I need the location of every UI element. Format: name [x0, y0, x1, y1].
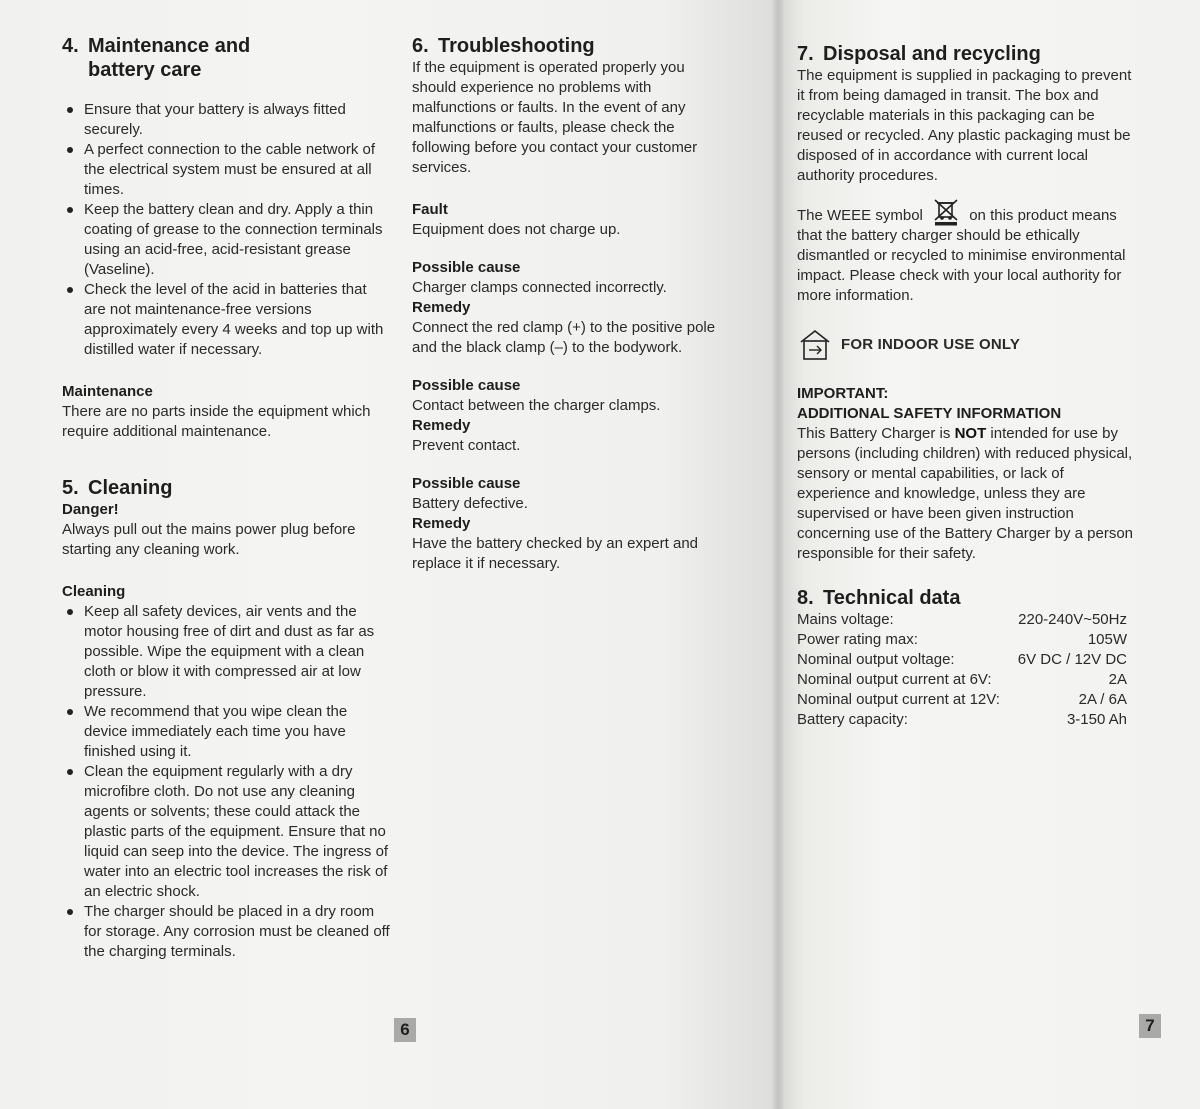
- safety-text: [797, 424, 1137, 564]
- page-fold: [772, 0, 784, 1109]
- house-indoor-icon: [797, 328, 833, 362]
- section-title: Cleaning: [88, 477, 173, 499]
- tech-label: Power rating max:: [797, 631, 918, 648]
- column-right: [797, 42, 1137, 730]
- technical-data-table: [797, 610, 1127, 730]
- tech-label: Mains voltage:: [797, 611, 894, 628]
- tech-value: 3-150 Ah: [1066, 711, 1127, 728]
- tech-value: 2A / 6A: [1078, 691, 1127, 708]
- safety-text-after: intended for use by persons (including children) with reduced physical, sensory or mental capabilities, or lack of experience and knowledge, unless they are supervised or have been given instruction concerning use of the Battery Charger by a person responsible for their safety.: [797, 425, 1134, 562]
- section-7-heading: [797, 42, 1137, 66]
- section-number: 5.: [62, 477, 79, 499]
- list-item: Ensure that your battery is always fitted securely.: [62, 100, 392, 140]
- column-left: [62, 34, 392, 962]
- section-number: 8.: [797, 587, 814, 609]
- remedy-text: Have the battery checked by an expert and replace it if necessary.: [412, 535, 699, 572]
- disposal-text: The equipment is supplied in packaging to prevent it from being damaged in transit. The box and recyclable materials in this packaging can be reused or recycled. Any plastic packaging must be disposed of in accordance with current local authority procedures.: [797, 67, 1132, 184]
- weee-text-after: on this product means that the battery charger should be ethically dismantled or recycled to minimise environmental impact. Please check with your local authority for more information.: [797, 207, 1126, 304]
- section-5-heading: [62, 476, 392, 500]
- tech-label: Nominal output current at 6V:: [797, 671, 992, 688]
- section-title: Troubleshooting: [438, 35, 595, 57]
- section-8-heading: [797, 586, 1137, 610]
- table-row: [797, 650, 1127, 670]
- section-title-line1: Maintenance and: [88, 35, 251, 57]
- maintenance-heading: Maintenance: [62, 383, 153, 400]
- tech-value: 220-240V~50Hz: [1018, 611, 1127, 628]
- section-title: Technical data: [823, 587, 961, 609]
- cause-heading: Possible cause: [412, 475, 521, 492]
- maintenance-bullet-list: [62, 100, 392, 360]
- maintenance-text: There are no parts inside the equipment which require additional maintenance.: [62, 403, 371, 440]
- remedy-heading: Remedy: [412, 515, 471, 532]
- tech-label: Nominal output voltage:: [797, 651, 955, 668]
- list-item: Keep the battery clean and dry. Apply a thin coating of grease to the connection terminals using an acid-free, acid-resistant grease (Vaseline).: [62, 200, 392, 280]
- page-number-right: 7: [1139, 1014, 1161, 1038]
- list-item: Check the level of the acid in batteries that are not maintenance-free versions approximately every 4 weeks and top up with distilled water if necessary.: [62, 280, 392, 360]
- table-row: [797, 690, 1127, 710]
- table-row: [797, 670, 1127, 690]
- fault-heading: Fault: [412, 201, 448, 218]
- remedy-heading: Remedy: [412, 299, 471, 316]
- column-middle: [412, 34, 722, 574]
- section-4-heading: [62, 34, 392, 82]
- cause-heading: Possible cause: [412, 377, 521, 394]
- section-number: 7.: [797, 43, 814, 65]
- safety-info-heading: ADDITIONAL SAFETY INFORMATION: [797, 405, 1062, 422]
- weee-text-before: The WEEE symbol: [797, 207, 923, 224]
- list-item: Keep all safety devices, air vents and the motor housing free of dirt and dust as far as possible. Wipe the equipment with a clean cloth or blow it with compressed air at low pressure.: [62, 602, 392, 702]
- remedy-text: Prevent contact.: [412, 437, 521, 454]
- important-heading: IMPORTANT:: [797, 385, 889, 402]
- section-number: 4.: [62, 35, 79, 57]
- list-item: A perfect connection to the cable network of the electrical system must be ensured at all times.: [62, 140, 392, 200]
- cause-text: Contact between the charger clamps.: [412, 397, 661, 414]
- tech-value: 105W: [1087, 631, 1127, 648]
- section-6-heading: [412, 34, 722, 58]
- table-row: [797, 610, 1127, 630]
- cause-text: Charger clamps connected incorrectly.: [412, 279, 667, 296]
- fault-text: Equipment does not charge up.: [412, 221, 621, 238]
- tech-label: Battery capacity:: [797, 711, 908, 728]
- remedy-heading: Remedy: [412, 417, 471, 434]
- list-item: We recommend that you wipe clean the device immediately each time you have finished using it.: [62, 702, 392, 762]
- safety-text-emphasis: NOT: [954, 425, 987, 442]
- table-row: [797, 630, 1127, 650]
- section-title: Disposal and recycling: [823, 43, 1041, 65]
- page-number-left: 6: [394, 1018, 416, 1042]
- safety-text-before: This Battery Charger is: [797, 425, 951, 442]
- table-row: [797, 710, 1127, 730]
- tech-value: 2A: [1108, 671, 1127, 688]
- crossed-out-wheelie-bin-icon: [931, 198, 961, 226]
- section-number: 6.: [412, 35, 429, 57]
- remedy-text: Connect the red clamp (+) to the positive pole and the black clamp (–) to the bodywork.: [412, 319, 716, 356]
- cleaning-bullet-list: [62, 602, 392, 962]
- danger-heading: Danger!: [62, 501, 119, 518]
- danger-text: Always pull out the mains power plug before starting any cleaning work.: [62, 521, 356, 558]
- indoor-use-text: FOR INDOOR USE ONLY: [841, 336, 1021, 353]
- cause-text: Battery defective.: [412, 495, 528, 512]
- list-item: Clean the equipment regularly with a dry microfibre cloth. Do not use any cleaning agents or solvents; these could attack the plastic parts of the equipment. Ensure that no liquid can seep into the device. The ingress of water into an electric tool increases the risk of an electric shock.: [62, 762, 392, 902]
- troubleshooting-intro: If the equipment is operated properly you should experience no problems with malfunctions or faults. In the event of any malfunctions or faults, please check the following before you contact your customer services.: [412, 59, 698, 176]
- tech-label: Nominal output current at 12V:: [797, 691, 1000, 708]
- tech-value: 6V DC / 12V DC: [1017, 651, 1127, 668]
- section-title-line2: battery care: [88, 59, 202, 81]
- weee-paragraph: [797, 198, 1137, 306]
- cleaning-heading: Cleaning: [62, 583, 126, 600]
- list-item: The charger should be placed in a dry room for storage. Any corrosion must be cleaned off the charging terminals.: [62, 902, 392, 962]
- cause-heading: Possible cause: [412, 259, 521, 276]
- indoor-use-notice: [797, 328, 1137, 362]
